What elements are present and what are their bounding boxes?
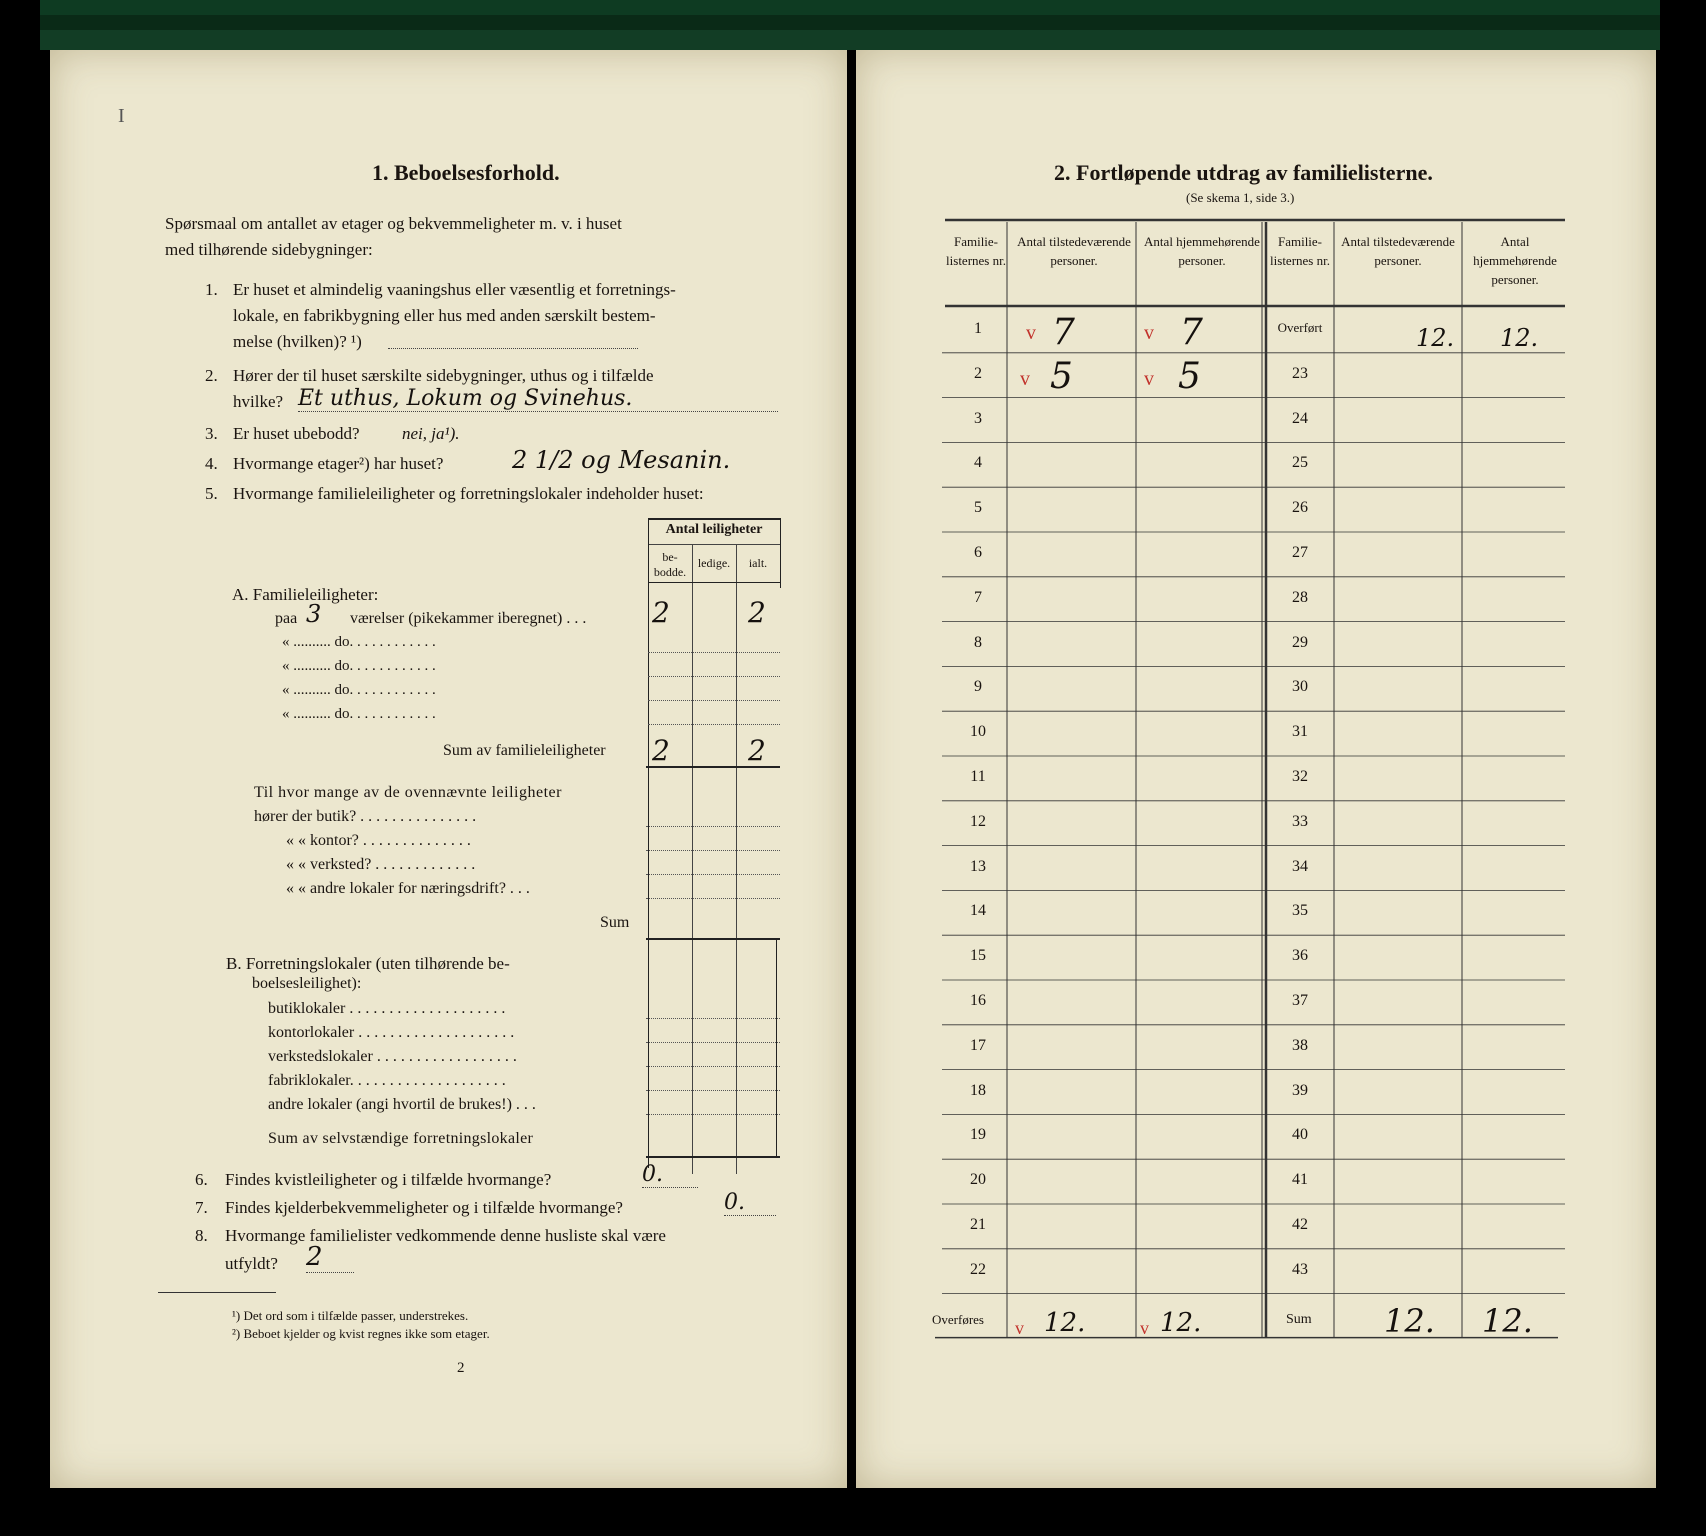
- b-sum: Sum av selvstændige forretningslokaler: [268, 1130, 534, 1147]
- a-row1-rooms: 3: [306, 600, 322, 628]
- a-row1-ialt: 2: [748, 596, 766, 629]
- a-ditto-4: « .......... do. . . . . . . . . . . .: [282, 706, 436, 722]
- footer-home-right: 12.: [1482, 1302, 1533, 1340]
- q6-number: 6.: [195, 1170, 208, 1189]
- row-number-right-15: 36: [1292, 947, 1308, 965]
- row-number-right-12: 33: [1292, 812, 1308, 830]
- hdr-nr-right: Familie-listernes nr.: [1270, 234, 1330, 268]
- a-ditto-3: « .......... do. . . . . . . . . . . .: [282, 682, 436, 698]
- col-ledige: ledige.: [697, 556, 731, 570]
- row-number-right-20: 41: [1292, 1171, 1308, 1189]
- check-mark-r1: v: [1026, 322, 1036, 344]
- section-b-title-2: boelsesleilighet):: [252, 975, 362, 992]
- row-number-left-13: 13: [970, 857, 986, 875]
- row-number-right-10: 31: [1292, 723, 1308, 741]
- a-row1-label: værelser (pikekammer iberegnet) . . .: [350, 610, 587, 627]
- row-number-left-5: 5: [974, 499, 982, 517]
- row-number-right-9: 30: [1292, 678, 1308, 696]
- row-number-right-6: 27: [1292, 544, 1308, 561]
- q8-answer: 2: [306, 1242, 354, 1273]
- check-mark-r2: v: [1020, 368, 1030, 390]
- a-sum-bebodde: 2: [652, 734, 670, 767]
- section-title-right: 2. Fortløpende utdrag av familielisterne.: [1054, 160, 1433, 185]
- row-number-right-17: 38: [1292, 1036, 1308, 1054]
- q7-answer: 0.: [724, 1190, 776, 1216]
- intro-line-1: Spørsmaal om antallet av etager og bekvemmeligheter m. v. i huset: [165, 214, 622, 233]
- b-item-1: butiklokaler . . . . . . . . . . . . . . . . . . . .: [268, 1000, 506, 1017]
- footer-check-2: v: [1140, 1318, 1149, 1338]
- row-number-left-16: 16: [970, 992, 986, 1009]
- row-number-left-11: 11: [970, 768, 986, 785]
- q5-text: Hvormange familieleiligheter og forretningslokaler indeholder huset:: [233, 484, 704, 503]
- b-item-5: andre lokaler (angi hvortil de brukes!) . . .: [268, 1096, 536, 1113]
- q5-number: 5.: [205, 484, 218, 503]
- q2-answer: Et uthus, Lokum og Svinehus.: [298, 386, 778, 412]
- q8-line-1: Hvormange familielister vedkommende denne husliste skal være: [225, 1226, 666, 1245]
- q4-answer: 2 1/2 og Mesanin.: [512, 446, 731, 474]
- row-number-right-22: 43: [1292, 1260, 1308, 1278]
- q4-text: Hvormange etager²) har huset?: [233, 454, 444, 473]
- col-bebodde: be-bodde.: [653, 550, 687, 579]
- row-number-left-20: 20: [970, 1171, 986, 1189]
- table-group-header: Antal leiligheter: [665, 522, 763, 537]
- hdr-present-left: Antal tilstedeværende personer.: [1017, 234, 1131, 268]
- shop-sum: Sum: [600, 914, 630, 931]
- row-number-left-12: 12: [970, 812, 986, 830]
- a-row1-bebodde: 2: [652, 596, 670, 629]
- col-ialt: ialt.: [748, 556, 768, 570]
- row-number-left-9: 9: [974, 678, 982, 696]
- shop-q-4: « « verksted? . . . . . . . . . . . . .: [286, 856, 476, 873]
- a-row1-prefix: paa: [275, 610, 298, 627]
- page-number: 2: [457, 1360, 465, 1376]
- row-number-left-19: 19: [970, 1126, 986, 1144]
- row-number-left-17: 17: [970, 1036, 986, 1054]
- footer-present-right: 12.: [1384, 1302, 1435, 1340]
- shop-q-1: Til hvor mange av de ovennævnte leiligheter: [254, 784, 562, 801]
- row-number-left-22: 22: [970, 1260, 986, 1278]
- corner-mark: I: [118, 105, 125, 127]
- footer-overfores-label: Overføres: [932, 1312, 984, 1327]
- row-number-left-10: 10: [970, 723, 986, 741]
- q7-number: 7.: [195, 1198, 208, 1217]
- q3-options: nei, ja¹).: [402, 424, 460, 443]
- row-number-right-18: 39: [1292, 1081, 1308, 1099]
- row-number-left-18: 18: [970, 1081, 986, 1099]
- footnote-1: ¹) Det ord som i tilfælde passer, understrekes.: [232, 1308, 469, 1323]
- q7-text: Findes kjelderbekvemmeligheter og i tilfælde hvormange?: [225, 1198, 623, 1217]
- row-number-left-4: 4: [974, 454, 982, 472]
- q1-line-2: lokale, en fabrikbygning eller hus med anden særskilt bestem-: [233, 306, 656, 325]
- intro-line-2: med tilhørende sidebygninger:: [165, 240, 373, 259]
- q1-line-1: Er huset et almindelig vaaningshus eller væsentlig et forretnings-: [233, 280, 676, 299]
- footer-home-left: 12.: [1160, 1308, 1202, 1338]
- q6-text: Findes kvistleiligheter og i tilfælde hvormange?: [225, 1170, 552, 1189]
- check-mark-r1-home: v: [1144, 322, 1154, 344]
- q1-line-3: melse (hvilken)? ¹): [233, 332, 362, 351]
- q2-line-1: Hører der til huset særskilte sidebygninger, uthus og i tilfælde: [233, 366, 654, 385]
- row-number-left-3: 3: [974, 409, 982, 427]
- row-number-right-14: 35: [1292, 902, 1308, 920]
- q8-line-2: utfyldt?: [225, 1254, 278, 1273]
- row-number-left-21: 21: [970, 1216, 986, 1233]
- overfort-present: 12.: [1416, 324, 1455, 352]
- shop-q-5: « « andre lokaler for næringsdrift? . . .: [286, 880, 530, 897]
- r2-present: 5: [1050, 356, 1073, 397]
- row-number-left-7: 7: [974, 588, 982, 606]
- overfort-home: 12.: [1500, 324, 1539, 352]
- check-mark-r2-home: v: [1144, 368, 1154, 390]
- b-item-2: kontorlokaler . . . . . . . . . . . . . . . . . . . .: [268, 1024, 515, 1041]
- hdr-home-right: Antal hjemmehørende personer.: [1473, 234, 1557, 287]
- q2-line-2: hvilke?: [233, 392, 284, 411]
- q2-number: 2.: [205, 366, 218, 385]
- row-number-left-6: 6: [974, 544, 982, 561]
- hdr-nr-left: Familie-listernes nr.: [946, 234, 1006, 268]
- a-sum-label: Sum av familieleiligheter: [443, 742, 606, 759]
- hdr-home-left: Antal hjemmehørende personer.: [1144, 234, 1260, 268]
- q1-number: 1.: [205, 280, 218, 299]
- footer-sum-label: Sum: [1286, 1312, 1312, 1327]
- a-ditto-2: « .......... do. . . . . . . . . . . .: [282, 658, 436, 674]
- row-number-right-1: Overført: [1277, 320, 1323, 335]
- row-number-right-3: 24: [1292, 409, 1308, 427]
- row-number-right-13: 34: [1292, 857, 1308, 875]
- section-a-title: A. Familieleiligheter:: [232, 585, 379, 604]
- row-number-right-2: 23: [1292, 364, 1308, 382]
- section-b-title-1: B. Forretningslokaler (uten tilhørende be-: [226, 954, 510, 973]
- q6-answer: 0.: [642, 1162, 698, 1188]
- q3-number: 3.: [205, 424, 218, 443]
- shop-q-3: « « kontor? . . . . . . . . . . . . . .: [286, 832, 471, 849]
- row-number-left-8: 8: [974, 633, 982, 651]
- row-number-right-19: 40: [1292, 1126, 1308, 1144]
- row-number-right-16: 37: [1292, 992, 1308, 1009]
- section-title-left: 1. Beboelsesforhold.: [372, 160, 560, 185]
- q3-text: Er huset ubebodd?: [233, 424, 360, 443]
- q8-number: 8.: [195, 1226, 208, 1245]
- hdr-present-right: Antal tilstedeværende personer.: [1341, 234, 1455, 268]
- footer-present-left: 12.: [1044, 1308, 1086, 1338]
- r1-present: 7: [1052, 312, 1075, 353]
- row-number-left-14: 14: [970, 902, 986, 920]
- a-sum-ialt: 2: [748, 734, 766, 767]
- footnote-2: ²) Beboet kjelder og kvist regnes ikke som etager.: [232, 1326, 490, 1341]
- row-number-right-8: 29: [1292, 633, 1308, 651]
- row-number-left-1: 1: [974, 320, 982, 337]
- row-number-right-11: 32: [1292, 768, 1308, 785]
- section-subtitle-right: (Se skema 1, side 3.): [1186, 190, 1295, 205]
- b-item-4: fabriklokaler. . . . . . . . . . . . . . . . . . . .: [268, 1072, 506, 1089]
- row-number-right-21: 42: [1292, 1216, 1308, 1233]
- r2-home: 5: [1178, 356, 1201, 397]
- row-number-left-2: 2: [974, 364, 982, 382]
- b-item-3: verkstedslokaler . . . . . . . . . . . . . . . . . .: [268, 1048, 517, 1065]
- r1-home: 7: [1180, 312, 1203, 353]
- q4-number: 4.: [205, 454, 218, 473]
- row-number-right-7: 28: [1292, 588, 1308, 606]
- row-number-right-4: 25: [1292, 454, 1308, 472]
- row-number-right-5: 26: [1292, 499, 1308, 517]
- row-number-left-15: 15: [970, 947, 986, 965]
- footer-check-1: v: [1015, 1318, 1024, 1338]
- a-ditto-1: « .......... do. . . . . . . . . . . .: [282, 634, 436, 650]
- shop-q-2: hører der butik? . . . . . . . . . . . . . . .: [254, 808, 477, 825]
